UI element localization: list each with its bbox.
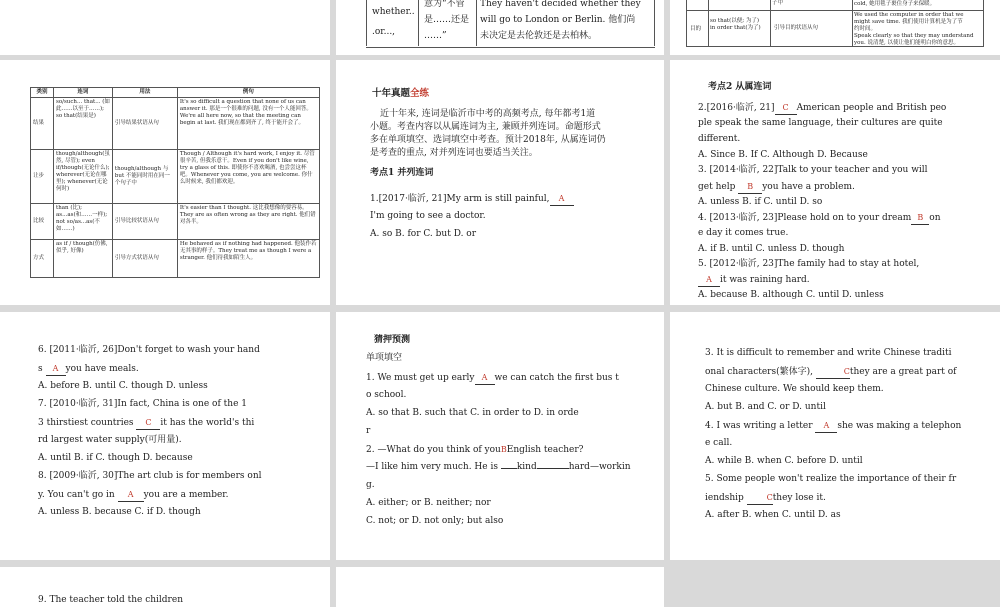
- q4-line: e day it comes true.: [698, 228, 789, 238]
- table-row: [31, 150, 320, 204]
- kp2-title: 考点2 从属连词: [708, 82, 772, 92]
- intro-line: 多在单项填空、选词填空中考查。预计2018年, 从属连词仍: [370, 135, 606, 145]
- question-5: 5. [2012·临沂, 23]The family had to stay at hotel,: [698, 259, 920, 269]
- q6-line: s A you have meals.: [38, 364, 139, 374]
- q8-line: y. You can't go in A you are a member.: [38, 490, 229, 500]
- slide-top-middle: [336, 0, 664, 55]
- row-example: He behaved as if nothing had happened. 他装作若无其事的样子。They treat me as though I were a stranger. 他们待我如陌生人。: [177, 240, 319, 278]
- slide-questions-6-8: [0, 312, 330, 560]
- q6-options: A. before B. until C. though D. unless: [38, 381, 208, 391]
- q5-line: A it was raining hard.: [698, 274, 810, 287]
- predict-q3-line: onal characters(繁体字), Cthey are a great part of: [705, 367, 957, 377]
- q7-line: rd largest water supply(可用量).: [38, 435, 182, 445]
- predict-q5-options: A. after B. when C. until D. as: [705, 510, 841, 520]
- table-row: [31, 240, 320, 278]
- row-conjunction: than (比); as...as(和……一样); not so/as...as(不如……): [54, 204, 113, 240]
- row-usage: though/although 与 but 不能同时用在同一个句子中: [112, 150, 177, 204]
- table-row: [31, 204, 320, 240]
- predict-q1-options: A. so that B. such that C. in order to D. in orde: [366, 408, 579, 418]
- section-title: 十年真题全练: [372, 88, 430, 99]
- predict-q3-options: A. but B. and C. or D. until: [705, 402, 826, 412]
- intro-line: 近十年来, 连词是临沂市中考的高频考点, 每年都考1道: [380, 109, 596, 119]
- question-6: 6. [2011·临沂, 26]Don't forget to wash your hand: [38, 345, 260, 355]
- q2-line: ple speak the same language, their cultures are quite: [698, 118, 943, 128]
- predict-q2-line: —I like him very much. He is kind hard—workin: [366, 462, 631, 472]
- q7-line: 3 thirstiest countries C it has the world's thi: [38, 418, 255, 428]
- kp1-title: 考点1 并列连词: [370, 168, 434, 178]
- q3-line: get help B you have a problem.: [698, 182, 855, 192]
- table-row: [31, 98, 320, 150]
- cell-whether-or: whether.. .or...,: [372, 7, 415, 37]
- predict-question-5: 5. Some people won't realize the importance of their fr: [705, 474, 957, 484]
- row-example: It's so difficult a question that none of us can answer it. 那是一个很难的问题, 没有一个人能回答。We're all here now, so that the meeting can begin at last. 我们现在都到齐了, 终于能开会了。: [177, 98, 319, 150]
- predict-q1-options-cont: r: [366, 426, 371, 436]
- row-category: 方式: [31, 240, 54, 278]
- question-7: 7. [2010·临沂, 31]In fact, China is one of the 1: [38, 399, 247, 409]
- question-4: 4. [2013·临沂, 23]Please hold on to your dream B on: [698, 213, 941, 223]
- predict-question-4: 4. I was writing a letter A she was making a telephon: [705, 421, 962, 431]
- cell-purpose-use: 引导目的状语从句: [774, 25, 819, 31]
- intro-line: 小题。考查内容以从属连词为主, 兼顾并列连词。命题形式: [370, 122, 601, 132]
- slide-bottom-middle: [336, 567, 664, 607]
- row-usage: 引导结果状语从句: [112, 98, 177, 150]
- q8-options: A. unless B. because C. if D. though: [38, 507, 201, 517]
- row-usage: 引导比较状语从句: [112, 204, 177, 240]
- predict-q2-options-cont: C. not; or D. not only; but also: [366, 516, 504, 526]
- slide-ten-year-intro: [336, 60, 664, 305]
- row-conjunction: as if / though(仿佛, 似乎, 好像): [54, 240, 113, 278]
- slide-kp2: [670, 60, 1000, 305]
- predict-subtitle: 单项填空: [366, 353, 403, 363]
- question-3: 3. [2014·临沂, 22]Talk to your teacher and you will: [698, 165, 928, 175]
- header-example: 例句: [177, 88, 319, 98]
- header-category: 类别: [31, 88, 54, 98]
- slide-top-left: [0, 0, 330, 55]
- q2-options: A. Since B. If C. Although D. Because: [698, 150, 868, 160]
- q3-options: A. unless B. if C. until D. so: [698, 197, 823, 207]
- row-category: 让步: [31, 150, 54, 204]
- question-1: 1.[2017·临沂, 21]My arm is still painful, A: [370, 193, 574, 206]
- question-1-cont: I'm going to see a doctor.: [370, 211, 486, 221]
- cell-purpose-conj: so that(以便; 为了) in order that(为了): [710, 18, 761, 31]
- predict-q2-options: A. either; or B. neither; nor: [366, 498, 491, 508]
- predict-q2-line: g.: [366, 480, 375, 490]
- question-1-options: A. so B. for C. but D. or: [370, 229, 477, 239]
- predict-question-3: 3. It is difficult to remember and write Chinese traditi: [705, 348, 952, 358]
- predict-title: 猜押预测: [374, 335, 411, 345]
- q4-options: A. if B. until C. unless D. though: [698, 244, 845, 254]
- conjunction-table: [30, 87, 320, 278]
- row-example: Though / Although it's hard work, I enjoy it. 尽管很辛苦, 但我乐意干。Even if you don't like wine, try a glass of this. 即使你不喜欢喝酒, 也尝尝这杯吧。Whenever you come, you are welcome. 你什么时候来, 我们都欢迎。: [177, 150, 319, 204]
- row-conjunction: so/such... that... (如此……以至于……); so that(结果是): [54, 98, 113, 150]
- predict-question-1: 1. We must get up early A we can catch the first bus t: [366, 373, 619, 383]
- slide-predict-3-5: [670, 312, 1000, 560]
- cell-example: They haven't decided whether they will go to London or Berlin. 他们尚 未决定是去伦敦还是去柏林。: [480, 0, 641, 41]
- cell-meaning: 意为“不管 是……还是 ……”: [424, 0, 470, 41]
- cell-purpose-example: We used the computer in order that we might save time. 我们使用计算机是为了节 约时间。 Speak clearly so that they may understand you. 说清楚, 以使让他们能明白你的意思。: [854, 12, 974, 46]
- slide-top-right: [670, 0, 1000, 55]
- predict-q4-options: A. while B. when C. before D. until: [705, 456, 863, 466]
- question-9: 9. The teacher told the children: [38, 595, 183, 605]
- predict-q4-line: e call.: [705, 438, 733, 448]
- predict-q3-line: Chinese culture. We should keep them.: [705, 384, 884, 394]
- q2-line: different.: [698, 134, 741, 144]
- cell-purpose-label: 目的: [690, 26, 702, 32]
- row-usage: 引导方式状语从句: [112, 240, 177, 278]
- row-example: It's easier than I thought. 这比我想像的要容易。They are as often wrong as they are right. 他们错对各半。: [177, 204, 319, 240]
- predict-question-2: 2. —What do you think of youBEnglish teacher?: [366, 445, 584, 455]
- header-conjunction: 连词: [54, 88, 113, 98]
- row-category: 结果: [31, 98, 54, 150]
- row-category: 比较: [31, 204, 54, 240]
- slide-bottom-left: [0, 567, 330, 607]
- slide-prediction: [336, 312, 664, 560]
- question-2: 2.[2016·临沂, 21] C American people and British peo: [698, 103, 947, 113]
- predict-q5-line: iendship Cthey lose it.: [705, 493, 826, 503]
- predict-q1-line: o school.: [366, 390, 407, 400]
- header-usage: 用法: [112, 88, 177, 98]
- question-8: 8. [2009·临沂, 30]The art club is for members onl: [38, 471, 262, 481]
- slide-conjunction-table: [0, 60, 330, 305]
- intro-line: 是考查的重点, 对并列连词也要适当关注。: [370, 148, 538, 158]
- q5-options: A. because B. although C. until D. unless: [698, 290, 884, 300]
- row-conjunction: though/although(虽然, 尽管); even if/though(无论什么); wherever(无论在哪里); whenever(无论何时): [54, 150, 113, 204]
- cell-row1-example: cold, 她用毯子裹住身子来保暖。: [854, 1, 936, 7]
- q7-options: A. until B. if C. though D. because: [38, 453, 193, 463]
- answer-mark: A: [558, 194, 565, 203]
- cell-row1-use: 子中: [772, 0, 784, 6]
